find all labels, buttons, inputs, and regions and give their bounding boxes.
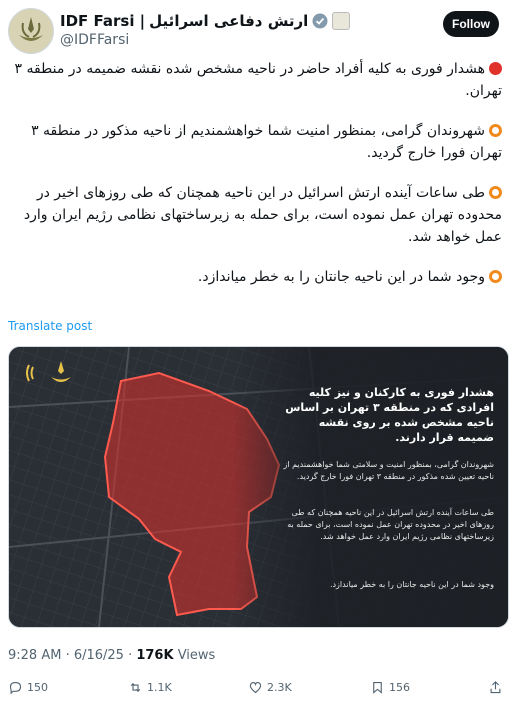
- tweet-meta: [8, 648, 215, 663]
- red-circle-icon: [489, 62, 502, 75]
- repost-button[interactable]: [128, 680, 172, 695]
- views-label: Views: [173, 648, 216, 663]
- reply-button[interactable]: [8, 680, 48, 695]
- repost-count: 1.1K: [147, 681, 172, 694]
- reply-icon: [8, 680, 23, 695]
- media-paragraph: وجود شما در این ناحیه جانتان را به خطر میاندازد.: [329, 580, 494, 589]
- bookmark-icon: [370, 680, 385, 695]
- like-count: 2.3K: [267, 681, 292, 694]
- like-button[interactable]: [248, 680, 292, 695]
- repost-icon: [128, 680, 143, 695]
- author-display-name-en[interactable]: IDF Farsi |: [60, 12, 146, 30]
- author-name[interactable]: [60, 12, 350, 30]
- share-button[interactable]: [488, 680, 503, 695]
- tweet-text: [8, 58, 502, 306]
- tweet-paragraph: هشدار فوری به کلیه أفراد حاضر در ناحیه مشخص شده نقشه ضمیمه در منطقه ۳ تهران.: [14, 61, 502, 99]
- tweet-paragraph: طی ساعات آینده ارتش اسرائیل در این ناحیه همچنان که طی روزهای اخیر در محدوده تهران عمل نموده است، برای حمله به زیرساختهای نظامی رژیم ایران وارد عمل خواهد شد.: [23, 185, 502, 245]
- bookmark-button[interactable]: [370, 680, 410, 695]
- bookmark-count: 156: [389, 681, 410, 694]
- verified-badge-icon: [312, 13, 328, 29]
- author-handle[interactable]: @IDFFarsi: [60, 32, 130, 48]
- views-count: 176K: [136, 648, 174, 663]
- org-affiliation-icon: [332, 12, 350, 30]
- media-title: هشدار فوری به کارکنان و نیز کلیه افرادی که در منطقه ۳ تهران بر اساس ناحیه مشخص شده بر روی نقشه ضمیمه قرار دارند.: [285, 386, 494, 444]
- orange-ring-icon: [489, 270, 502, 283]
- tweet-timestamp[interactable]: 9:28 AM · 6/16/25 ·: [8, 648, 137, 663]
- tweet-paragraph: وجود شما در این ناحیه جانتان را به خطر میاندازد.: [8, 266, 502, 288]
- tweet-paragraph: شهروندان گرامی، بمنظور امنیت شما خواهشمندیم از ناحیه مذکور در منطقه ۳ تهران فورا خارج گردید.: [31, 123, 502, 161]
- media-paragraph: طی ساعات آینده ارتش اسرائیل در این ناحیه همچنان که طی روزهای اخیر در محدوده تهران عمل نموده است، برای حمله به زیرساختهای نظامی رژیم ایران وارد عمل خواهد شد.: [287, 508, 494, 541]
- tweet-media-image[interactable]: [8, 346, 509, 628]
- follow-button[interactable]: Follow: [443, 11, 499, 37]
- action-bar: [8, 680, 507, 700]
- media-paragraph: شهروندان گرامی، بمنظور امنیت و سلامتی شما خواهشمندیم از ناحیه تعیین شده مذکور در منطقه ۳ تهران فورا خارج گردید.: [283, 460, 494, 481]
- idf-logo-icon: [23, 357, 79, 391]
- author-display-name-fa[interactable]: ارتش دفاعی اسرائیل: [149, 12, 309, 30]
- tweet-header: [8, 8, 507, 58]
- reply-count: 150: [27, 681, 48, 694]
- heart-icon: [248, 680, 263, 695]
- orange-ring-icon: [489, 186, 502, 199]
- orange-ring-icon: [489, 124, 502, 137]
- share-icon: [488, 680, 503, 695]
- translate-post-link[interactable]: Translate post: [8, 319, 93, 333]
- idf-emblem-icon[interactable]: [8, 8, 54, 54]
